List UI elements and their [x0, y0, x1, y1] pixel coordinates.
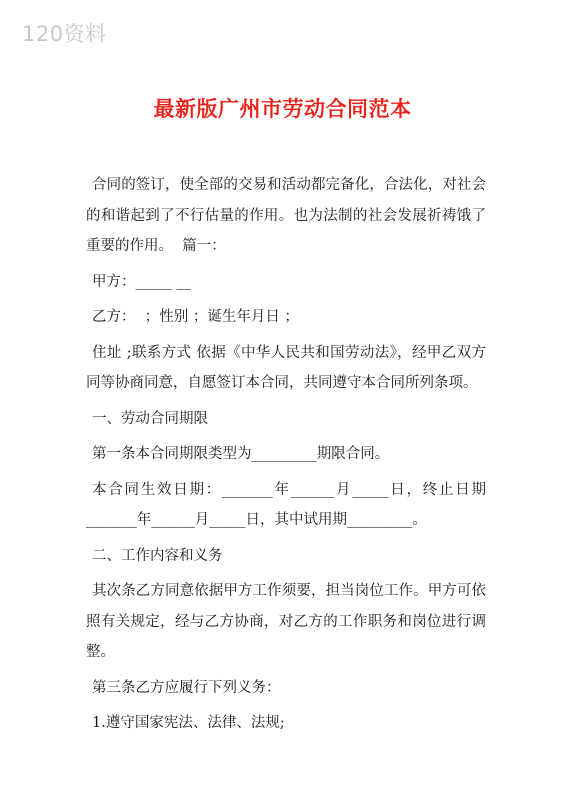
paragraph-article-3: 第三条乙方应履行下列义务： [92, 679, 281, 696]
paragraph-address: 住址 ;联系方式 依据《中华人民共和国劳动法》，经甲乙双方同等协商同意，自愿签订本合同，共同遵守本合同所列条项。 [86, 344, 486, 391]
paragraph-party-b: 乙方： ；性别 ；诞生年月日 ； [92, 309, 299, 325]
document-body [86, 170, 486, 739]
paragraph-item-1: 1.遵守国家宪法、法律、法规; [92, 715, 285, 731]
paragraph-article-1: 第一条本合同期限类型为_________期限合同。 [92, 446, 390, 462]
paragraph-intro: 合同的签订，使全部的交易和活动都完备化，合法化，对社会的和谐起到了不行估量的作用。也为法制的社会发展祈祷饿了重要的作用。 篇一： [86, 177, 486, 254]
paragraph-effective-date: 本合同生效日期：_______年______月_____日，终止日期_______年______月_____日，其中试用期_________。 [86, 481, 486, 528]
document-title: 最新版广州市劳动合同范本 [153, 96, 412, 121]
paragraph-article-2: 其次条乙方同意依据甲方工作须要，担当岗位工作。甲方可依照有关规定，经与乙方协商，对乙方的工作职务和岗位进行调整。 [86, 583, 486, 660]
section-heading-duties: 二、工作内容和义务 [92, 547, 223, 564]
paragraph-party-a: 甲方：_____ __ [92, 273, 191, 290]
section-heading-term: 一、劳动合同期限 [92, 410, 208, 427]
watermark-logo: 120资料 [22, 22, 107, 46]
